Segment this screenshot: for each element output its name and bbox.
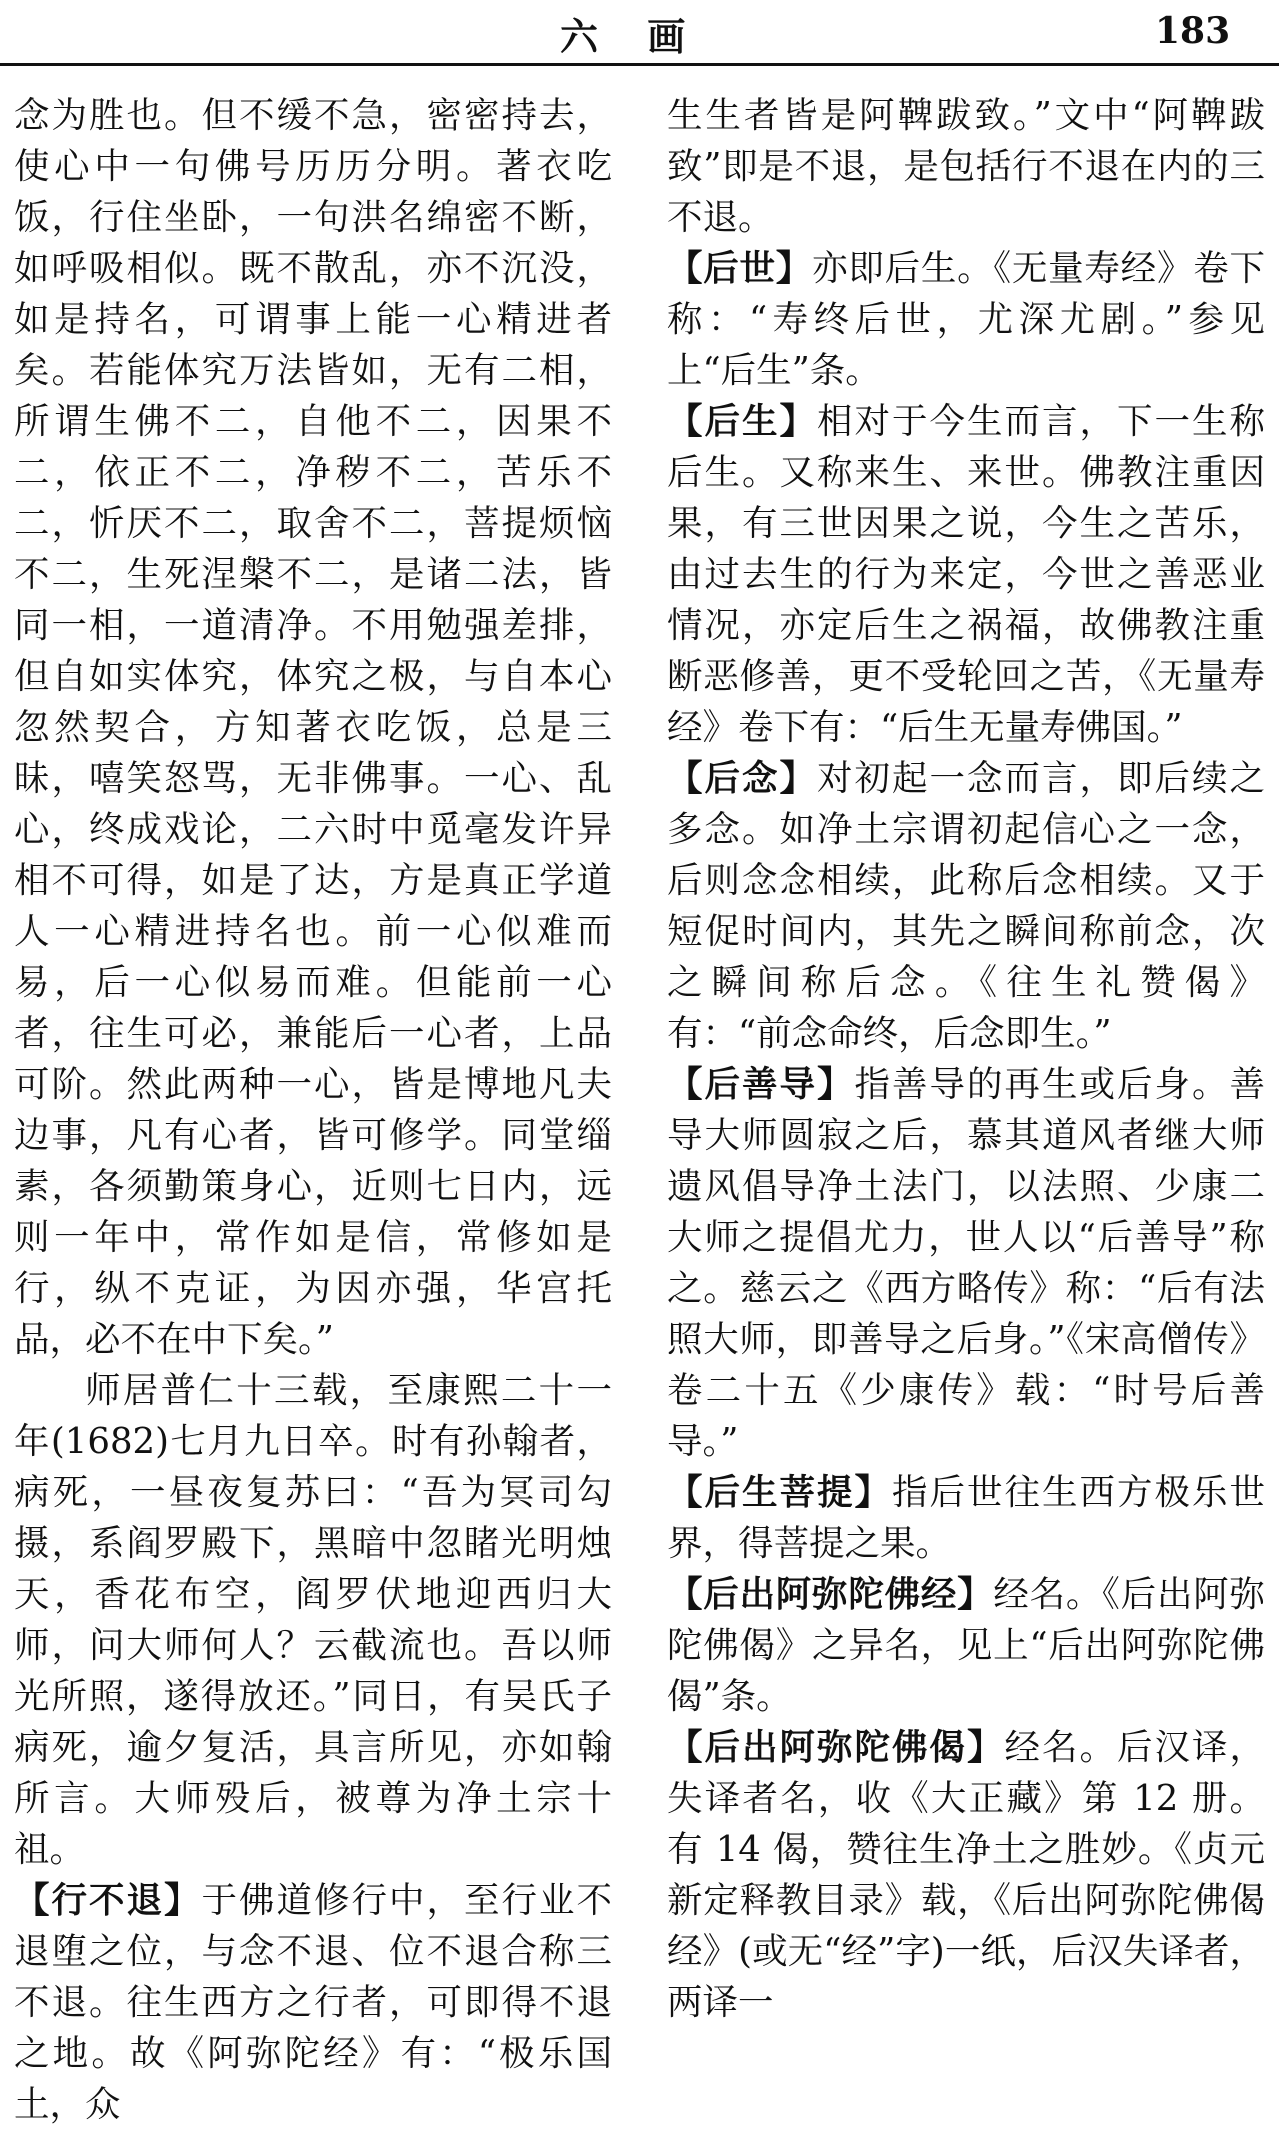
page-number: 183 bbox=[1155, 10, 1231, 52]
right-column bbox=[667, 90, 1265, 2023]
dictionary-entry bbox=[667, 243, 1265, 396]
paragraph: 师居普仁十三载，至康熙二十一年(1682)七月九日卒。时有孙翰者，病死，一昼夜复苏曰：“吾为冥司勾摄，系阎罗殿下，黑暗中忽睹光明烛天，香花布空，阎罗伏地迎西归大师，问大师何人？云截流也。吾以师光所照，遂得放还。”同日，有吴氏子病死，逾夕复活，具言所见，亦如翰所言。大师殁后，被尊为净土宗十祖。 bbox=[14, 1370, 612, 1870]
paragraph: 念为胜也。但不缓不急，密密持去，使心中一句佛号历历分明。著衣吃饭，行住坐卧，一句洪名绵密不断，如呼吸相似。既不散乱，亦不沉没，如是持名，可谓事上能一心精进者矣。若能体究万法皆如，无有二相，所谓生佛不二，自他不二，因果不二，依正不二，净秽不二，苦乐不二，忻厌不二，取舍不二，菩提烦恼不二，生死涅槃不二，是诸二法，皆同一相，一道清净。不用勉强差排，但自如实体究，体究之极，与自本心忽然契合，方知著衣吃饭，总是三昧，嘻笑怒骂，无非佛事。一心、乱心，终成戏论，二六时中觅毫发许异相不可得，如是了达，方是真正学道人一心精进持名也。前一心似难而易，后一心似易而难。但能前一心者，往生可必，兼能后一心者，上品可阶。然此两种一心，皆是博地凡夫边事，凡有心者，皆可修学。同堂缁素，各须勤策身心，近则七日内，远则一年中，常作如是信，常修如是行，纵不克证，为因亦强，华宫托品，必不在中下矣。” bbox=[14, 95, 612, 1360]
dictionary-entry bbox=[667, 1569, 1265, 1722]
dictionary-entry bbox=[14, 1875, 612, 2130]
entry-body: 指后世往生西方极乐世界，得菩提之果。 bbox=[667, 1472, 1265, 1564]
entry-headword: 【后善导】 bbox=[667, 1064, 855, 1105]
entry-headword: 【后出阿弥陀佛偈】 bbox=[667, 1727, 1005, 1768]
paragraph: 生生者皆是阿鞞跋致。”文中“阿鞞跋致”即是不退，是包括行不退在内的三不退。 bbox=[667, 95, 1265, 238]
entry-headword: 【后念】 bbox=[667, 758, 817, 799]
header-rule bbox=[0, 63, 1279, 66]
entry-body: 经名。《后出阿弥陀佛偈》之异名，见上“后出阿弥陀佛偈”条。 bbox=[667, 1574, 1265, 1717]
entry-body: 于佛道修行中，至行业不退堕之位，与念不退、位不退合称三不退。往生西方之行者，可即得不退之地。故《阿弥陀经》有：“极乐国土，众 bbox=[14, 1880, 612, 2125]
dictionary-entry bbox=[667, 1467, 1265, 1569]
entry-body: 经名。后汉译，失译者名，收《大正藏》第 12 册。有 14 偈，赞往生净土之胜妙。《贞元新定释教目录》载，《后出阿弥陀佛偈经》(或无“经”字)一纸，后汉失译者，两译一 bbox=[667, 1727, 1265, 2023]
dictionary-entry bbox=[667, 396, 1265, 753]
entry-headword: 【后出阿弥陀佛经】 bbox=[667, 1574, 994, 1615]
left-column bbox=[14, 90, 612, 2125]
entry-body: 对初起一念而言，即后续之多念。如净土宗谓初起信心之一念，后则念念相续，此称后念相续。又于短促时间内，其先之瞬间称前念，次之瞬间称后念。《往生礼赞偈》有：“前念命终，后念即生。” bbox=[667, 758, 1265, 1054]
page-header bbox=[0, 0, 1279, 72]
dictionary-entry bbox=[667, 1059, 1265, 1467]
entry-headword: 【行不退】 bbox=[14, 1880, 202, 1921]
dictionary-entry bbox=[667, 1722, 1265, 2028]
entry-headword: 【后生菩提】 bbox=[667, 1472, 892, 1513]
entry-body: 指善导的再生或后身。善导大师圆寂之后，慕其道风者继大师遗风倡导净土法门，以法照、少康二大师之提倡尤力，世人以“后善导”称之。慈云之《西方略传》称：“后有法照大师，即善导之后身。”《宋高僧传》卷二十五《少康传》载：“时号后善导。” bbox=[667, 1064, 1265, 1462]
entry-headword: 【后生】 bbox=[667, 401, 817, 442]
dictionary-entry bbox=[667, 753, 1265, 1059]
section-title: 六 画 bbox=[560, 14, 704, 59]
entry-body: 亦即后生。《无量寿经》卷下称：“寿终后世，尤深尤剧。”参见上“后生”条。 bbox=[667, 248, 1265, 391]
entry-headword: 【后世】 bbox=[667, 248, 813, 289]
entry-body: 相对于今生而言，下一生称后生。又称来生、来世。佛教注重因果，有三世因果之说，今生之苦乐，由过去生的行为来定，今世之善恶业情况，亦定后生之祸福，故佛教注重断恶修善，更不受轮回之苦，《无量寿经》卷下有：“后生无量寿佛国。” bbox=[667, 401, 1265, 748]
